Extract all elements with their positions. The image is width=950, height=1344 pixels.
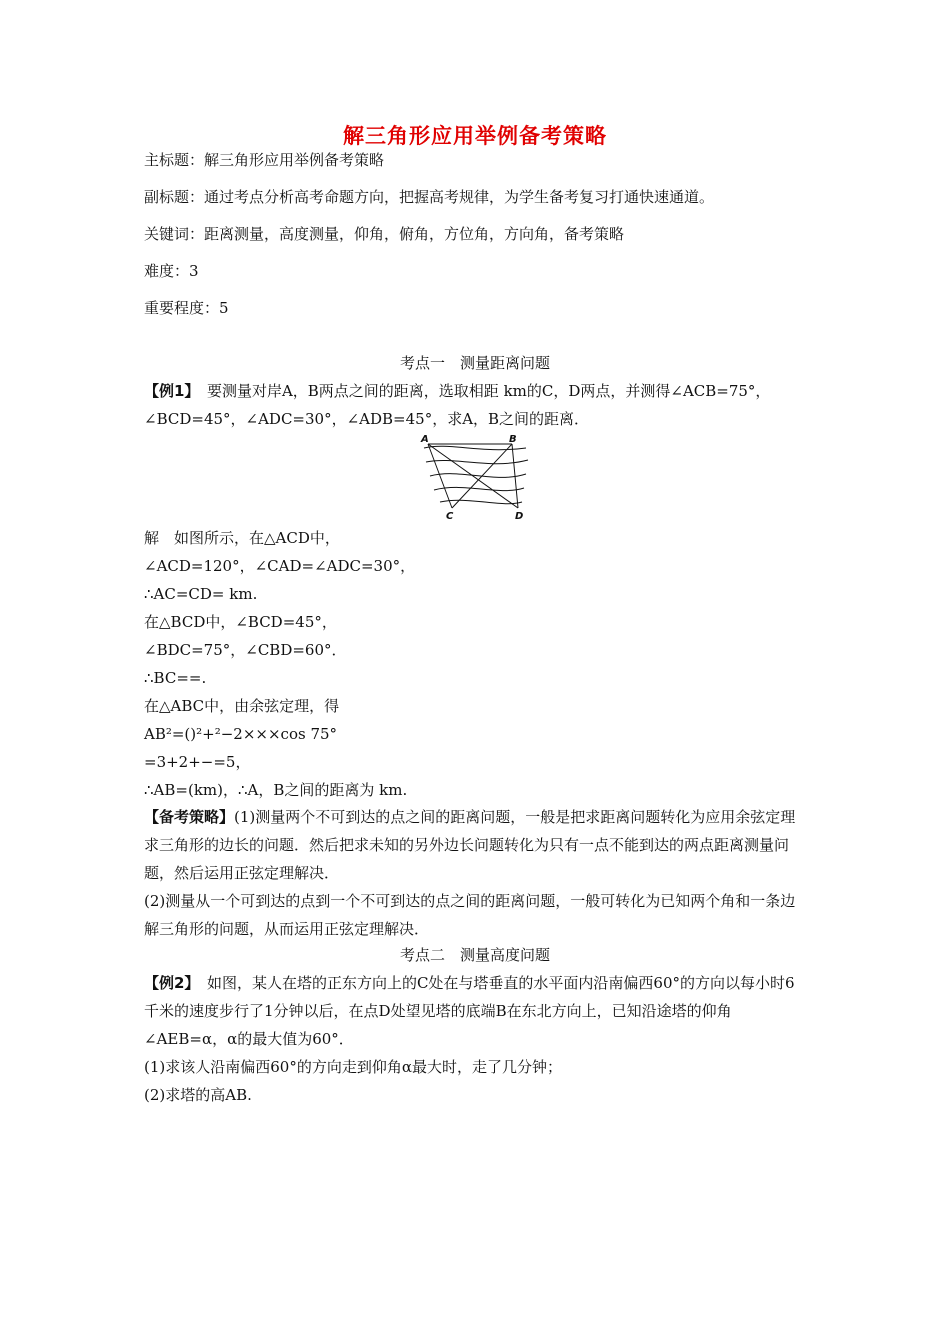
solution-line-5: ∠BDC=75°，∠CBD=60°． [144, 641, 347, 659]
solution-line-3: ∴AC=CD= km. [144, 585, 258, 603]
importance-line: 重要程度：5 [144, 299, 229, 317]
section2-heading: 考点二 测量高度问题 [399, 946, 550, 964]
label-d: D [515, 511, 524, 520]
keywords-line: 关键词：距离测量，高度测量，仰角，俯角，方位角，方向角，备考策略 [144, 225, 625, 243]
example2-tag: 【例2】 [144, 974, 192, 992]
strategy-paragraph-1 [144, 803, 809, 887]
label-b: B [509, 434, 517, 445]
solution-line-8: AB²=()²+²−2×××cos 75° [144, 725, 338, 743]
question-1: (1)求该人沿南偏西60°的方向走到仰角α最大时，走了几分钟； [144, 1058, 562, 1076]
solution-line-6: ∴BC==. [144, 669, 207, 687]
example2-text: 如图，某人在塔的正东方向上的C处在与塔垂直的水平面内沿南偏西60°的方向以每小时6千米的速度步行了1分钟以后，在点D处望见塔的底端B在东北方向上，已知沿途塔的仰角∠AEB=α，α的最大值为60°． [144, 974, 795, 1048]
wave-1 [424, 446, 526, 449]
wave-2 [426, 460, 528, 464]
line-ad [428, 444, 518, 508]
subtitle-line: 副标题：通过考点分析高考命题方向，把握高考规律，为学生备考复习打通快速通道。 [144, 188, 715, 206]
document-title: 解三角形应用举例备考策略 [343, 124, 607, 148]
label-a: A [421, 434, 429, 445]
example2-paragraph [144, 969, 809, 1053]
solution-line-10: ∴AB=(km)，∴A，B之间的距离为 km. [144, 781, 408, 799]
solution-line-9: =3+2+−=5， [144, 753, 251, 771]
strategy-tag: 【备考策略】 [144, 808, 235, 826]
question-2: (2)求塔的高AB. [144, 1086, 252, 1104]
solution-line-4: 在△BCD中，∠BCD=45°， [144, 613, 337, 631]
example1-text: 要测量对岸A，B两点之间的距离，选取相距 km的C，D两点，并测得∠ACB=75°，∠BCD=45°，∠ADC=30°，∠ADB=45°，求A，B之间的距离． [144, 382, 771, 428]
river-diagram [420, 432, 532, 520]
strategy-paragraph-2: (2)测量从一个可到达的点到一个不可到达的点之间的距离问题，一般可转化为已知两个角和一条边解三角形的问题，从而运用正弦定理解决． [144, 892, 796, 938]
label-c: C [446, 511, 454, 520]
example1-figure [420, 432, 532, 520]
difficulty-line: 难度：3 [144, 262, 199, 280]
solution-line-1: 解 如图所示，在△ACD中， [144, 529, 340, 547]
solution-line-7: 在△ABC中，由余弦定理，得 [144, 697, 340, 715]
example1-tag: 【例1】 [144, 382, 192, 400]
main-title-line: 主标题：解三角形应用举例备考策略 [144, 151, 385, 169]
strategy-text-1: (1)测量两个不可到达的点之间的距离问题，一般是把求距离问题转化为应用余弦定理求三角形的边长的问题．然后把求未知的另外边长问题转化为只有一点不能到达的两点距离测量问题，然后运用正弦定理解决． [144, 808, 796, 882]
example1-paragraph [144, 377, 809, 433]
section1-heading: 考点一 测量距离问题 [399, 354, 550, 372]
wave-4 [434, 487, 524, 490]
solution-line-2: ∠ACD=120°，∠CAD=∠ADC=30°， [144, 557, 416, 575]
wave-3 [430, 474, 526, 478]
